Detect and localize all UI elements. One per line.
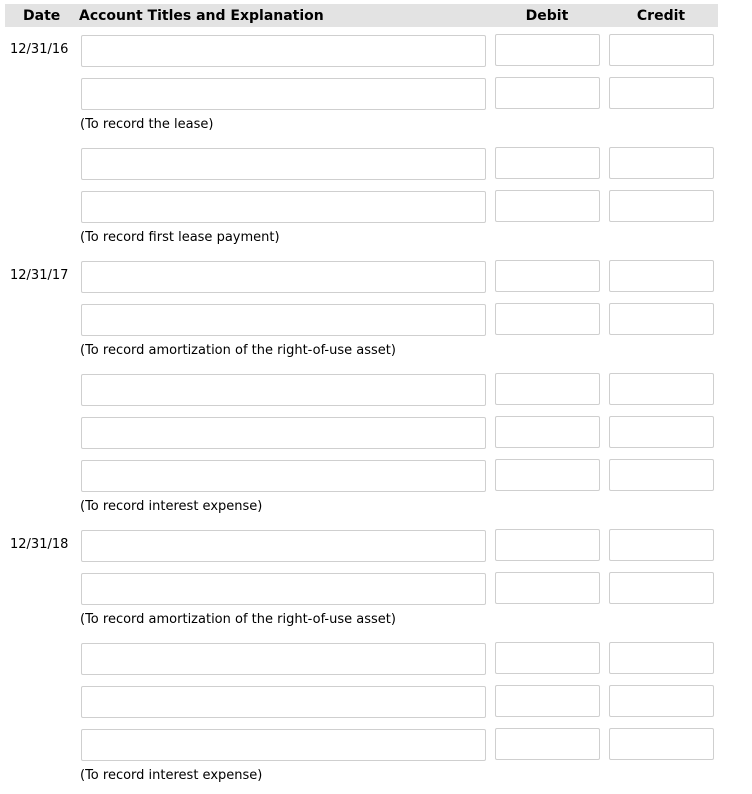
debit-input[interactable] [495, 529, 600, 561]
debit-input[interactable] [495, 572, 600, 604]
debit-input[interactable] [495, 416, 600, 448]
account-title-input[interactable] [81, 148, 486, 180]
account-title-input[interactable] [81, 78, 486, 110]
account-title-input[interactable] [81, 374, 486, 406]
debit-input[interactable] [495, 373, 600, 405]
credit-input[interactable] [609, 303, 714, 335]
entry-explanation: (To record first lease payment) [80, 230, 280, 245]
credit-input[interactable] [609, 572, 714, 604]
header-debit: Debit [525, 8, 569, 24]
entry-explanation: (To record amortization of the right-of-use asset) [80, 343, 396, 358]
header-credit: Credit [636, 8, 686, 24]
header-account-titles: Account Titles and Explanation [79, 8, 324, 24]
debit-input[interactable] [495, 147, 600, 179]
entry-explanation: (To record interest expense) [80, 499, 263, 514]
account-title-input[interactable] [81, 417, 486, 449]
credit-input[interactable] [609, 416, 714, 448]
account-title-input[interactable] [81, 643, 486, 675]
account-title-input[interactable] [81, 304, 486, 336]
account-title-input[interactable] [81, 35, 486, 67]
account-title-input[interactable] [81, 729, 486, 761]
credit-input[interactable] [609, 147, 714, 179]
entry-date: 12/31/17 [10, 268, 69, 283]
debit-input[interactable] [495, 190, 600, 222]
entry-date: 12/31/18 [10, 537, 69, 552]
debit-input[interactable] [495, 459, 600, 491]
debit-input[interactable] [495, 77, 600, 109]
account-title-input[interactable] [81, 573, 486, 605]
entry-explanation: (To record amortization of the right-of-use asset) [80, 612, 396, 627]
credit-input[interactable] [609, 373, 714, 405]
entry-explanation: (To record interest expense) [80, 768, 263, 783]
entry-explanation: (To record the lease) [80, 117, 214, 132]
credit-input[interactable] [609, 34, 714, 66]
table-header [5, 4, 718, 27]
account-title-input[interactable] [81, 530, 486, 562]
account-title-input[interactable] [81, 686, 486, 718]
credit-input[interactable] [609, 685, 714, 717]
credit-input[interactable] [609, 529, 714, 561]
debit-input[interactable] [495, 728, 600, 760]
credit-input[interactable] [609, 728, 714, 760]
debit-input[interactable] [495, 685, 600, 717]
account-title-input[interactable] [81, 460, 486, 492]
debit-input[interactable] [495, 34, 600, 66]
debit-input[interactable] [495, 303, 600, 335]
account-title-input[interactable] [81, 191, 486, 223]
credit-input[interactable] [609, 260, 714, 292]
credit-input[interactable] [609, 190, 714, 222]
credit-input[interactable] [609, 642, 714, 674]
debit-input[interactable] [495, 642, 600, 674]
credit-input[interactable] [609, 77, 714, 109]
entry-date: 12/31/16 [10, 42, 69, 57]
header-date: Date [23, 8, 61, 24]
credit-input[interactable] [609, 459, 714, 491]
debit-input[interactable] [495, 260, 600, 292]
account-title-input[interactable] [81, 261, 486, 293]
